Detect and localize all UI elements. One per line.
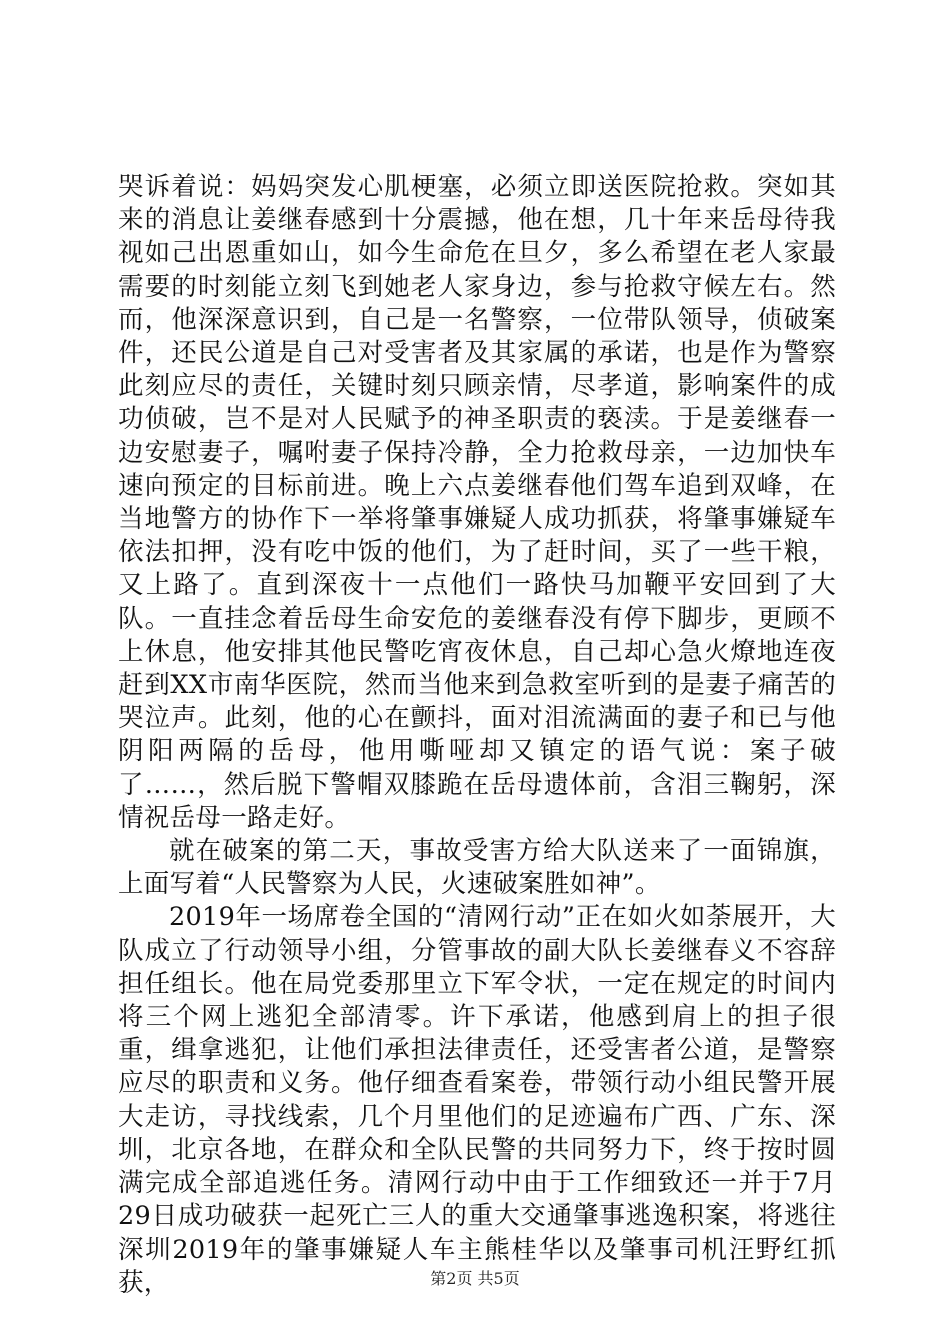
document-body bbox=[118, 171, 836, 1300]
paragraph-2: 就在破案的第二天，事故受害方给大队送来了一面锦旗，上面写着“人民警察为人民，火速破案胜如神”。 bbox=[118, 836, 836, 900]
paragraph-1: 哭诉着说：妈妈突发心肌梗塞，必须立即送医院抢救。突如其来的消息让姜继春感到十分震撼，他在想，几十年来岳母待我视如己出恩重如山，如今生命危在旦夕，多么希望在老人家最需要的时刻能立刻飞到她老人家身边，参与抢救守候左右。然而，他深深意识到，自己是一名警察，一位带队领导，侦破案件，还民公道是自己对受害者及其家属的承诺，也是作为警察此刻应尽的责任，关键时刻只顾亲情，尽孝道，影响案件的成功侦破，岂不是对人民赋予的神圣职责的亵渎。于是姜继春一边安慰妻子，嘱咐妻子保持冷静，全力抢救母亲，一边加快车速向预定的目标前进。晚上六点姜继春他们驾车追到双峰，在当地警方的协作下一举将肇事嫌疑人成功抓获，将肇事嫌疑车依法扣押，没有吃中饭的他们，为了赶时间，买了一些干粮，又上路了。直到深夜十一点他们一路快马加鞭平安回到了大队。一直挂念着岳母生命安危的姜继春没有停下脚步，更顾不上休息，他安排其他民警吃宵夜休息，自己却心急火燎地连夜赶到XX市南华医院，然而当他来到急救室听到的是妻子痛苦的哭泣声。此刻，他的心在颤抖，面对泪流满面的妻子和已与他阴阳两隔的岳母，他用嘶哑却又镇定的语气说：案子破了……，然后脱下警帽双膝跪在岳母遗体前，含泪三鞠躬，深情祝岳母一路走好。 bbox=[118, 172, 836, 833]
paragraph-3: 2019年一场席卷全国的“清网行动”正在如火如荼展开，大队成立了行动领导小组，分管事故的副大队长姜继春义不容辞担任组长。他在局党委那里立下军令状，一定在规定的时间内将三个网上逃犯全部清零。许下承诺，他感到肩上的担子很重，缉拿逃犯，让他们承担法律责任，还受害者公道，是警察应尽的职责和义务。他仔细查看案卷，带领行动小组民警开展大走访，寻找线索，几个月里他们的足迹遍布广西、广东、深圳，北京各地，在群众和全队民警的共同努力下，终于按时圆满完成全部追逃任务。清网行动中由于工作细致还一并于7月29日成功破获一起死亡三人的重大交通肇事逃逸积案，将逃往深圳2019年的肇事嫌疑人车主熊桂华以及肇事司机汪野红抓获， bbox=[118, 902, 836, 1298]
page-footer: 第2页 共5页 bbox=[430, 1269, 520, 1288]
